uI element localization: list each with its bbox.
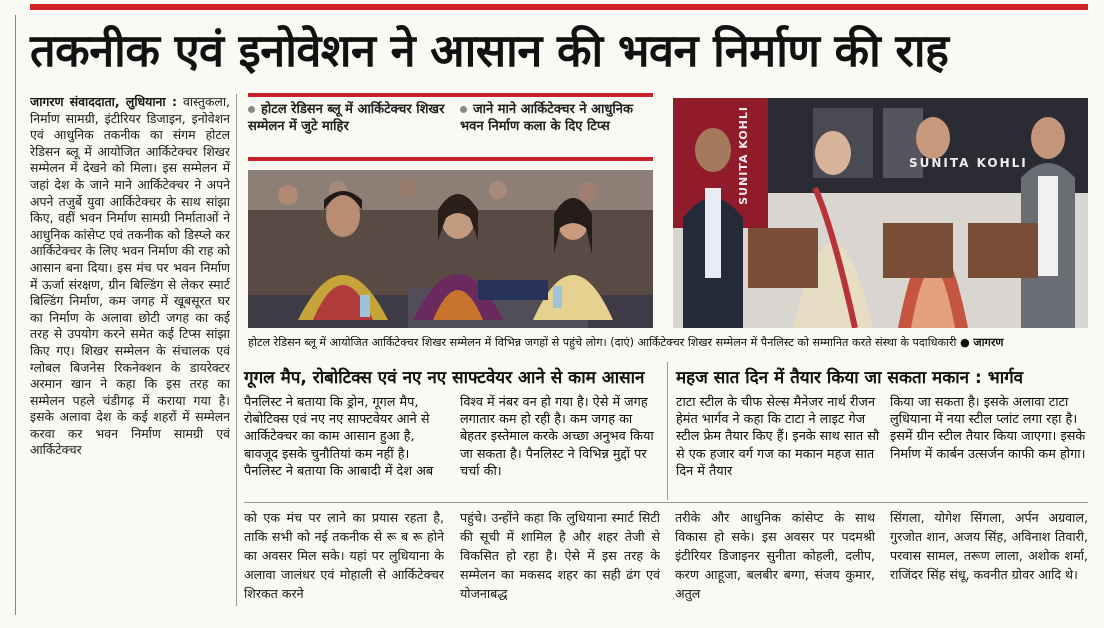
dateline: जागरण संवाददाता, लुधियाना :: [30, 94, 177, 109]
highlight-top-rule: [248, 93, 653, 97]
highlight-1: [248, 101, 448, 135]
highlight-2-text: जाने माने आर्किटेक्चर ने आधुनिक भवन निर्माण कला के दिए टिप्स: [460, 102, 633, 134]
bottom-col-2: पहुंचे। उन्होंने कहा कि लुधियाना स्मार्ट सिटी की सूची में शामिल है और शहर तेजी से विकसित हो रहा है। ऐसे में इस तरह के सम्मेलन का मकसद शहर का सही ढंग एवं योजनाबद्ध: [460, 510, 660, 601]
previous-page-edge: [0, 15, 16, 615]
banner-text-vertical: SUNITA KOHLI: [737, 106, 750, 205]
bottom-col-4: सिंगला, योगेश सिंगला, अर्पन अग्रवाल, गुरजोत शान, अजय सिंह, अविनाश तिवारी, परवास सामल, तरूण लाला, अशोक शर्मा, राजिंदर सिंह संधू, कवनीत ग्रोवर आदि थे।: [890, 510, 1088, 582]
section1-col1: पैनलिस्ट ने बताया कि ड्रोन, गूगल मैप, रोबोटिक्स एवं नए नए साफ्टवेयर आने से आर्किटेक्चर का काम आसान हुआ है, बावजूद इसके चुनौतियां कम नहीं है। पैनलिस्ट ने बताया कि आबादी में देश अब: [244, 395, 434, 479]
section2-col2: किया जा सकता है। इसके अलावा टाटा लुधियाना में नया स्टील प्लांट लगा रहा है। इसमें ग्रीन स्टील तैयार किया जाएगा। इसके निर्माण में कार्बन उत्सर्जन काफी कम होगा।: [890, 395, 1086, 462]
section1-title: गूगल मैप, रोबोटिक्स एवं नए नए साफ्टवेयर आने से काम आसान: [244, 368, 645, 388]
left-column: [30, 94, 230, 606]
bullet-icon: ●: [960, 336, 970, 349]
column-divider: [236, 94, 237, 606]
highlight-bottom-rule: [248, 157, 653, 161]
photo-credit: जागरण: [973, 336, 1004, 349]
top-red-rule: [30, 4, 1088, 10]
horizontal-divider: [244, 502, 1088, 503]
section1-col2: विश्व में नंबर वन हो गया है। ऐसे में जगह लगातार कम हो रही है। कम जगह का बेहतर इस्तेमाल करके अच्छा अनुभव किया जा सकता है। पैनलिस्ट ने विभिन्न मुद्दों पर चर्चा की।: [460, 395, 654, 479]
audience-photo: [248, 170, 653, 328]
bottom-col-1: को एक मंच पर लाने का प्रयास रहता है, ताकि सभी को नई तकनीक से रू ब रू होने का अवसर मिल सके। यहां पर लुधियाना के अलावा जालंधर एवं मोहाली से आर्किटेक्चर शिरकत करने: [244, 510, 444, 601]
highlight-2: [460, 101, 652, 135]
bottom-col-3: तरीके और आधुनिक कांसेप्ट के साथ विकास हो सके। इस अवसर पर पदमश्री इंटीरियर डिजाइनर सुनीता कोहली, दलीप, करण आहूजा, बलबीर बग्गा, संजय कुमार, अतुल: [675, 510, 875, 601]
left-column-body: वास्तुकला, निर्माण सामग्री, इंटीरियर डिजाइन, इनोवेशन एवं आधुनिक तकनीक का संगम होटल रेडिसन ब्लू में आयोजित आर्किटेक्चर शिखर सम्मेलन में देखने को मिला। इस सम्मेलन में जहां देश के जाने माने आर्किटेक्चर ने अपने अपने तजुर्बे युवा आर्किटेक्चर के साथ सांझा किए, वहीं भवन निर्माण सामग्री निर्माताओं ने आधुनिक कांसेप्ट एवं तकनीक को डिस्प्ले कर आर्किटेक्चर के लिए भवन निर्माण की राह को आसान बना दिया। इस मंच पर भवन निर्माण में ऊर्जा संरक्षण, ग्रीन बिल्डिंग से लेकर स्मार्ट बिल्डिंग निर्माण, कम जगह में खूबसूरत घर का निर्माण के अलावा छोटी जगह का कई तरह से उपयोग करने समेत कई टिप्स सांझा किए गए। शिखर सम्मेलन के संचालक एवं ग्लोबल बिजनेस रिकनेक्शन के डायरेक्टर अरमान खान ने कहा कि इस तरह का सम्मेलन पहले चंडीगढ़ में कराया गया है। इसके अलावा देश के कई शहरों में सम्मेलन करवा कर भवन निर्माण सामग्री एवं आर्किटेक्चर: [30, 94, 230, 458]
caption-text: होटल रेडिसन ब्लू में आयोजित आर्किटेक्चर शिखर सम्मेलन में विभिन्न जगहों से पहुंचे लोग। (दाएं) आर्किटेक्चर शिखर सम्मेलन में पैनलिस्ट को सम्मानित करते संस्था के पदाधिकारी: [248, 336, 957, 349]
section2-title: महज सात दिन में तैयार किया जा सकता मकान : भार्गव: [676, 368, 1024, 388]
banner-text: SUNITA KOHLI: [909, 156, 1028, 170]
photo-caption: [248, 336, 1088, 350]
section-divider: [667, 362, 668, 500]
felicitation-photo: [673, 98, 1088, 328]
headline: तकनीक एवं इनोवेशन ने आसान की भवन निर्माण की राह: [30, 24, 949, 77]
section2-col1: टाटा स्टील के चीफ सेल्स मैनेजर नार्थ रीजन हेमंत भार्गव ने कहा कि टाटा ने लाइट गेज स्टील फ्रेम तैयार किए हैं। इनके साथ सात सौ से एक हजार वर्ग गज का मकान महज सात दिन में तैयार: [676, 395, 880, 479]
bullet-icon: [248, 106, 255, 113]
highlight-1-text: होटल रेडिसन ब्लू में आर्किटेक्चर शिखर सम्मेलन में जुटे माहिर: [248, 102, 445, 134]
bullet-icon: [460, 106, 467, 113]
